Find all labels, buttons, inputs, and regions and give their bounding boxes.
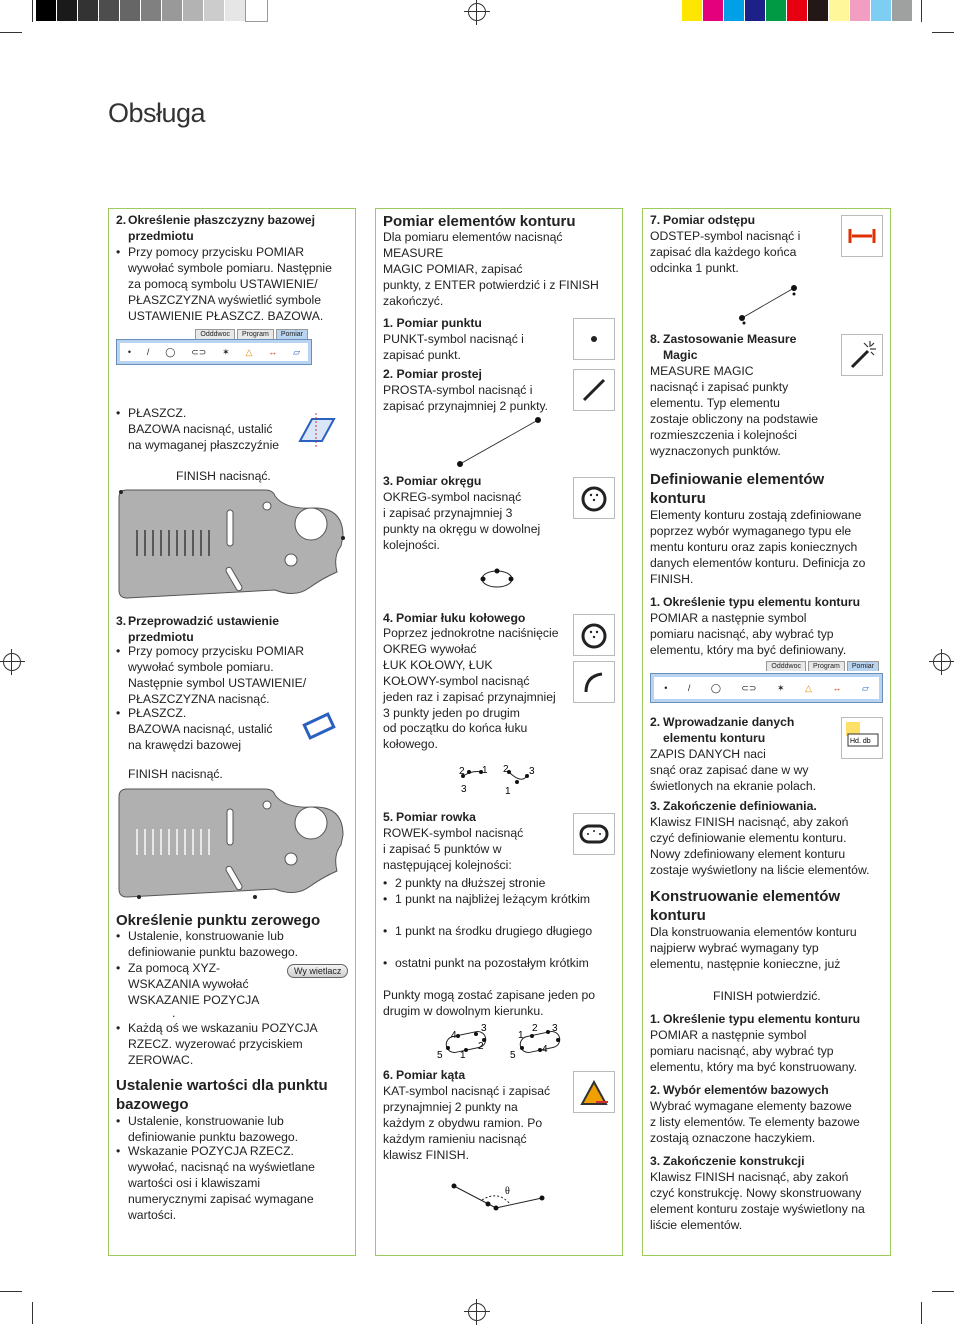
point-icon[interactable]: •: [664, 683, 668, 693]
color-swatch: [141, 0, 162, 21]
step-number: 8.: [650, 332, 661, 346]
step-heading: Przeprowadzić ustawienie przedmiotu: [128, 614, 280, 644]
tab-readout[interactable]: Odddwoc: [766, 661, 806, 671]
step-heading: 2. Pomiar prostej: [383, 367, 482, 381]
step-heading: Wprowadzanie danych elementu konturu: [663, 715, 795, 745]
color-swatch: [892, 0, 913, 21]
workpiece-plate-image: [115, 785, 347, 901]
slot-point-label: 4: [451, 1030, 457, 1041]
point-icon[interactable]: •: [127, 347, 132, 357]
angle-icon[interactable]: △: [245, 346, 253, 357]
arc-point-label: 1: [505, 786, 511, 796]
slot-point-label: 2: [532, 1023, 538, 1034]
section-heading: Określenie punktu zerowego: [116, 912, 321, 929]
bullet: •: [116, 644, 121, 658]
list-item: ostatni punkt na pozostałym krótkim: [395, 956, 589, 970]
display-button[interactable]: Wy wietlacz: [287, 964, 348, 978]
bullet: •: [116, 1144, 121, 1158]
step-number: 7.: [650, 213, 661, 227]
paragraph: Punkty mogą zostać zapisane jeden po drugim w dowolnym kierunku.: [383, 988, 596, 1018]
registration-mark: [933, 653, 951, 671]
angle-icon[interactable]: △: [804, 682, 812, 693]
bullet: •: [116, 961, 121, 975]
step-heading: Pomiar kąta: [396, 1068, 466, 1082]
paragraph: PUNKT-symbol nacisnąć i zapisać punkt.: [383, 332, 524, 362]
step-heading: Określenie typu elementu konturu: [663, 595, 861, 609]
paragraph: Klawisz FINISH nacisnąć, aby zakoń czyć definiowanie elementu konturu. Nowy zdefiniowany element konturu zostaje wyświetlony na liście elementów.: [650, 815, 870, 877]
step-number: 3.: [650, 1154, 661, 1168]
distance-icon[interactable]: ↔: [832, 683, 842, 693]
paragraph: Wskazanie POZYCJA RZECZ. wywołać, nacisnąć na wyświetlane wartości osi i klawiszami numerycznymi zapisać wymagane wartości.: [128, 1144, 315, 1222]
angle-label: θ: [505, 1186, 510, 1197]
step-number: 6.: [383, 1068, 394, 1082]
bullet: •: [116, 245, 121, 259]
slot-icon[interactable]: ⊂⊃: [741, 682, 757, 693]
color-swatch: [766, 0, 787, 21]
step-number: 3.: [383, 474, 394, 488]
paragraph: Klawisz FINISH nacisnąć, aby zakoń czyć konstrukcję. Nowy skonstruowany element konturu zostaje wyświetlony na liście elementów.: [650, 1170, 865, 1232]
step-heading: Pomiar odstępu: [663, 213, 756, 227]
arc-point-label: 1: [482, 765, 488, 776]
paragraph: Poprzez jednokrotne naciśnięcie OKREG wywołać ŁUK KOŁOWY, ŁUK KOŁOWY-symbol nacisnąć jeden raz i zapisać przynajmniej 3 punkty jeden po drugim od początku do końca łuku kołowego.: [383, 626, 559, 752]
crop-mark: [921, 1302, 922, 1324]
plane-icon: [296, 411, 338, 451]
slot-point-label: 5: [510, 1050, 516, 1061]
distance-icon: [841, 215, 883, 257]
data-entry-icon: [841, 717, 883, 759]
bullet: •: [383, 956, 388, 970]
bullet: •: [383, 876, 388, 890]
step-number: 3.: [116, 614, 127, 628]
point-icon: [573, 318, 615, 360]
magic-wand-icon[interactable]: ✶: [776, 682, 785, 693]
slot-icon[interactable]: ⊂⊃: [191, 346, 207, 357]
paragraph: POMIAR a następnie symbol pomiaru nacisnąć, aby wybrać typ elementu, który ma być definiowany.: [650, 611, 847, 657]
arc-icon: [573, 661, 615, 703]
tab-measure[interactable]: Pomiar: [276, 329, 308, 339]
data-entry-icon-text: Hd. db: [850, 738, 871, 745]
paragraph: ODSTEP-symbol nacisnąć i zapisać dla każdego końca odcinka 1 punkt.: [650, 229, 801, 275]
color-swatch: [682, 0, 703, 21]
paragraph: Wybrać wymagane elementy bazowe z listy elementów. Te elementy bazowe zostają oznaczone haczykiem.: [650, 1099, 860, 1145]
color-swatch: [724, 0, 745, 21]
tab-program[interactable]: Program: [808, 661, 845, 671]
page-title: Obsługa: [108, 98, 206, 128]
line-icon[interactable]: /: [146, 347, 150, 357]
magic-wand-icon: [841, 334, 883, 376]
paragraph: Każdą oś we wskazaniu POZYCJA RZECZ. wyzerować przyciskiem ZEROWAC.: [128, 1021, 318, 1067]
paragraph: KAT-symbol nacisnąć i zapisać przynajmniej 2 punkty na każdym z obydwu ramion. Po każdym ramieniu nacisnąć klawisz FINISH.: [383, 1084, 551, 1162]
paragraph: MEASURE MAGIC nacisnąć i zapisać punkty elementu. Typ elementu zostaje obliczony na podstawie rozmieszczenia i kolejności wyznaczonych punktów.: [650, 364, 819, 458]
registration-mark: [468, 1303, 486, 1321]
section-heading: Konstruowanie elementów konturu: [650, 888, 841, 924]
distance-diagram: [736, 280, 800, 328]
section-heading: Ustalenie wartości dla punktu bazowego: [116, 1077, 328, 1113]
tab-readout[interactable]: Odddwoc: [195, 329, 235, 339]
step-number: 2.: [116, 213, 127, 227]
list-item: 1 punkt na najbliżej leżącym krótkim: [395, 892, 591, 906]
paragraph: FINISH nacisnąć.: [176, 469, 271, 483]
color-swatch: [162, 0, 183, 21]
list-item: 2 punkty na dłuższej stronie: [395, 876, 546, 890]
step-number: 4.: [383, 611, 394, 625]
step-heading: Pomiar łuku kołowego: [396, 611, 526, 625]
color-swatch: [78, 0, 99, 21]
paragraph: Za pomocą XYZ- WSKAZANIA wywołać WSKAZANIE POZYCJA: [128, 961, 260, 1007]
paragraph: Przy pomocy przycisku POMIAR wywołać symbole pomiaru. Następnie symbol USTAWIENIE/ PŁASZCZYZNA nacisnąć.: [128, 644, 307, 706]
paragraph: PŁASZCZ. BAZOWA nacisnąć, ustalić na wymaganej płaszczyźnie: [128, 406, 280, 452]
gray-calibration-strip: [36, 0, 267, 21]
color-calibration-strip: [682, 0, 913, 21]
arc-diagram: [455, 762, 545, 796]
paragraph: Dla konstruowania elementów konturu najpierw wybrać wymagany typ elementu, następnie konieczne, już: [650, 925, 857, 971]
bullet: •: [116, 929, 121, 943]
circle-icon: [573, 477, 615, 519]
arc-point-label: 3: [461, 784, 467, 795]
step-heading: Zakończenie konstrukcji: [663, 1154, 805, 1168]
color-swatch: [57, 0, 78, 21]
paragraph: Ustalenie, konstruowanie lub definiowanie punktu bazowego.: [128, 929, 299, 959]
bullet: •: [116, 1021, 121, 1035]
step-number: 3.: [650, 799, 661, 813]
plane-icon[interactable]: ▱: [861, 682, 869, 693]
paragraph: Ustalenie, konstruowanie lub definiowanie punktu bazowego.: [128, 1114, 299, 1144]
color-swatch: [204, 0, 225, 21]
crop-mark: [32, 1302, 33, 1324]
angle-icon: [573, 1071, 615, 1113]
slot-point-label: 1: [518, 1030, 524, 1041]
color-swatch: [808, 0, 829, 21]
slot-point-label: 5: [437, 1050, 443, 1061]
line-icon: [573, 369, 615, 411]
slot-point-label: 3: [552, 1023, 558, 1034]
paragraph: ROWEK-symbol nacisnąć i zapisać 5 punktów w następującej kolejności:: [383, 826, 524, 872]
tab-program[interactable]: Program: [237, 329, 274, 339]
crop-mark: [0, 32, 22, 33]
color-swatch: [745, 0, 766, 21]
bullet: •: [383, 892, 388, 906]
step-heading: Wybór elementów bazowych: [663, 1083, 829, 1097]
crop-mark: [932, 1291, 954, 1292]
registration-mark: [3, 653, 21, 671]
registration-mark: [468, 3, 486, 21]
bullet: •: [383, 924, 388, 938]
plane-edge-icon: [298, 707, 340, 747]
paragraph: OKREG-symbol nacisnąć i zapisać przynajmniej 3 punkty na okręgu w dowolnej kolejności.: [383, 490, 541, 552]
paragraph: FINISH nacisnąć.: [128, 767, 223, 781]
circle-diagram: [478, 567, 518, 593]
section-heading: Definiowanie elementów konturu: [650, 471, 825, 507]
step-number: 1.: [650, 1012, 661, 1026]
paragraph: PROSTA-symbol nacisnąć i zapisać przynajmniej 2 punkty.: [383, 383, 549, 413]
paragraph: Elementy konturu zostają zdefiniowane poprzez wybór wymaganego typu ele mentu konturu oraz zapis koniecznych danych elementów konturu. Definicja zo FINISH.: [650, 508, 866, 586]
crop-mark: [932, 32, 954, 33]
magic-wand-icon[interactable]: ✶: [222, 346, 230, 357]
bullet: •: [116, 706, 121, 720]
color-swatch: [871, 0, 892, 21]
paragraph: Przy pomocy przycisku POMIAR wywołać symbole pomiaru. Następnie za pomocą symbolu USTAWIENIE/ PŁASZCZYZNA wyświetlić symbole USTAWIENIE PŁASZCZ. BAZOWA.: [128, 245, 332, 323]
step-heading: Pomiar okręgu: [396, 474, 482, 488]
step-number: 5.: [383, 810, 394, 824]
paragraph: FINISH potwierdzić.: [713, 989, 821, 1003]
color-swatch: [703, 0, 724, 21]
step-number: 2.: [650, 1083, 661, 1097]
step-heading: 1. Pomiar punktu: [383, 316, 482, 330]
step-number: 1.: [650, 595, 661, 609]
plane-icon[interactable]: ▱: [293, 346, 301, 357]
list-item: 1 punkt na środku drugiego długiego: [395, 924, 593, 938]
paragraph: POMIAR a następnie symbol pomiaru nacisnąć, aby wybrać typ elementu, który ma być konstruowany.: [650, 1028, 858, 1074]
bullet: •: [116, 406, 121, 420]
crop-mark: [32, 0, 33, 22]
slot-point-label: 3: [481, 1023, 487, 1034]
crop-mark: [921, 0, 922, 22]
measure-toolbar[interactable]: [650, 661, 883, 697]
step-heading: Określenie płaszczyzny bazowej przedmiotu: [128, 213, 315, 243]
color-swatch: [787, 0, 808, 21]
slot-diagram: [432, 1020, 568, 1064]
step-heading: Zakończenie definiowania.: [663, 799, 817, 813]
color-swatch: [225, 0, 246, 21]
slot-icon: [573, 813, 615, 855]
slot-point-label: 4: [542, 1044, 548, 1055]
step-number: 2.: [650, 715, 661, 729]
section-heading: Pomiar elementów konturu: [383, 213, 576, 230]
paragraph: PŁASZCZ. BAZOWA nacisnąć, ustalić na krawędzi bazowej: [128, 706, 273, 752]
workpiece-plate-image: [115, 486, 347, 602]
paragraph: Dla pomiaru elementów nacisnąć MEASURE MAGIC POMIAR, zapisać punkty, z ENTER potwierdzić i z FINISH zakończyć.: [383, 230, 599, 308]
color-swatch: [246, 0, 267, 21]
crop-mark: [0, 1291, 22, 1292]
color-swatch: [183, 0, 204, 21]
angle-diagram: [448, 1180, 548, 1214]
tab-measure[interactable]: Pomiar: [847, 661, 879, 671]
circle-icon[interactable]: ◯: [165, 346, 176, 357]
line-diagram: [450, 412, 550, 472]
arc-point-label: 2: [459, 766, 465, 777]
color-swatch: [120, 0, 141, 21]
distance-icon[interactable]: ↔: [268, 347, 278, 357]
slot-point-label: 1: [460, 1050, 466, 1061]
arc-point-label: 2: [503, 764, 509, 775]
circle-icon: [573, 614, 615, 656]
paragraph: ZAPIS DANYCH naci snąć oraz zapisać dane w wy świetlonych na ekranie polach.: [650, 747, 816, 793]
circle-icon[interactable]: ◯: [710, 682, 721, 693]
arc-point-label: 3: [529, 766, 535, 777]
bullet: •: [116, 1114, 121, 1128]
color-swatch: [99, 0, 120, 21]
color-swatch: [36, 0, 57, 21]
slot-point-label: 2: [478, 1041, 484, 1052]
step-heading: Określenie typu elementu konturu: [663, 1012, 861, 1026]
color-swatch: [829, 0, 850, 21]
measure-toolbar[interactable]: [116, 329, 312, 365]
color-swatch: [850, 0, 871, 21]
stray-mark: .: [172, 1006, 176, 1020]
line-icon[interactable]: /: [687, 683, 691, 693]
step-heading: Pomiar rowka: [396, 810, 476, 824]
step-heading: Zastosowanie Measure Magic: [663, 332, 797, 362]
